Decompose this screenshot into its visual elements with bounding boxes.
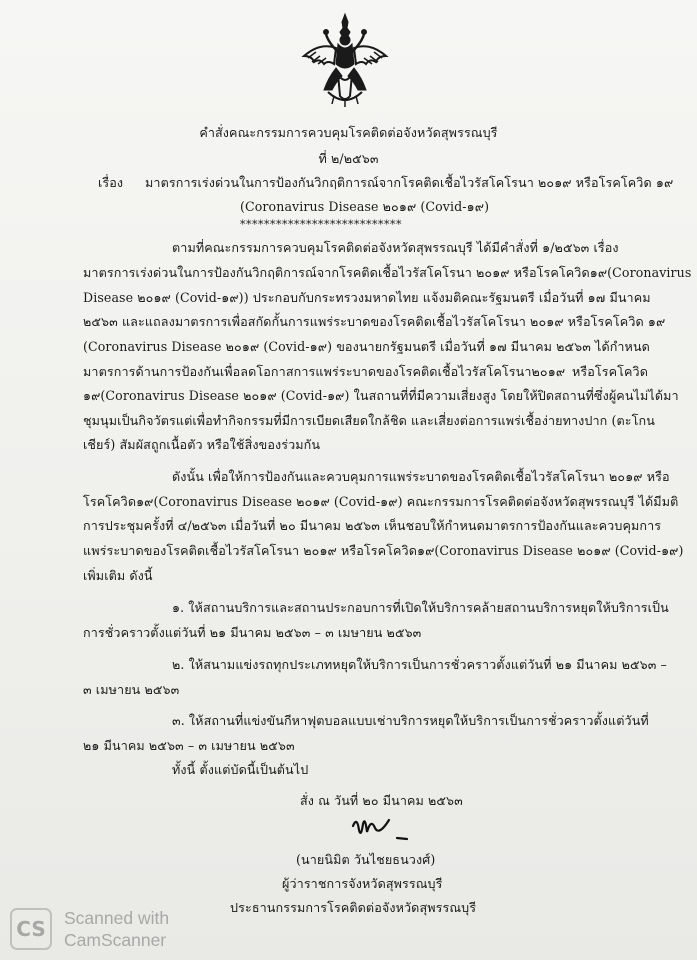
para1-line: (Coronavirus Disease ๒๐๑๙ (Covid-๑๙) ของนายกรัฐมนตรี เมื่อวันที่ ๑๗ มีนาคม ๒๕๖๓ ได้กำหนด xyxy=(83,339,650,354)
para2-line: โรคโควิด๑๙(Coronavirus Disease ๒๐๑๙ (Covid-๑๙) คณะกรรมการโรคติดต่อจังหวัดสุพรรณบุรี ได้มีมติ xyxy=(83,494,679,509)
order-title: คำสั่งคณะกรรมการควบคุมโรคติดต่อจังหวัดสุพรรณบุรี xyxy=(199,125,498,140)
item3-line: ๓. ให้สถานที่แข่งขันกีหาฟุตบอลแบบเช่าบริการหยุดให้บริการเป็นการชั่วคราวตั้งแต่วันที่ xyxy=(172,713,649,728)
order-date: สั่ง ณ วันที่ ๒๐ มีนาคม ๒๕๖๓ xyxy=(300,793,463,808)
item1-line: ๑. ให้สถานบริการและสถานประกอบการที่เปิดให้บริการคล้ายสถานบริการหยุดให้บริการเป็น xyxy=(172,600,669,615)
watermark-line-1: Scanned with xyxy=(64,908,170,928)
subject-label: เรื่อง xyxy=(98,175,124,190)
camscanner-watermark xyxy=(10,908,210,952)
para1-line: ชุมนุมเป็นกิจวัตรแต่เพื่อทำกิจกรรมที่มีการเบียดเสียดใกล้ชิด และเสี่ยงต่อการแพร่เชื้อง่ายทางปาก (ตะโกน xyxy=(83,413,655,428)
handwritten-signature xyxy=(345,808,425,848)
subject-line-2: (Coronavirus Disease ๒๐๑๙ (Covid-๑๙) xyxy=(240,199,490,214)
item2-line: ๓ เมษายน ๒๕๖๓ xyxy=(83,682,180,697)
para1-line: มาตรการด้านการป้องกันเพื่อลดโอกาสการแพร่ระบาดของโรคติดเชื้อไวรัสโคโรนา๒๐๑๙ หรือโรคโควิด xyxy=(83,364,648,379)
item3-line: ๒๑ มีนาคม ๒๕๖๓ – ๓ เมษายน ๒๕๖๓ xyxy=(83,738,295,753)
garuda-emblem-icon xyxy=(298,12,392,108)
signer-position-2: ประธานกรรมการโรคติดต่อจังหวัดสุพรรณบุรี xyxy=(230,900,477,915)
signer-name: (นายนิมิต วันไชยธนวงศ์) xyxy=(296,852,436,867)
para2-line: แพร่ระบาดของโรคติดเชื้อไวรัสโคโรนา ๒๐๑๙ หรือโรคโควิด๑๙(Coronavirus Disease ๒๐๑๙ (Covid-๑๙) xyxy=(83,543,684,558)
para2-line: ดังนั้น เพื่อให้การป้องกันและควบคุมการแพร่ระบาดของโรคติดเชื้อไวรัสโคโรนา ๒๐๑๙ หรือ xyxy=(172,469,670,484)
para1-line: ๑๙(Coronavirus Disease ๒๐๑๙ (Covid-๑๙) ในสถานที่ที่มีความเสี่ยงสูง โดยให้ปิดสถานที่ซึ่งผู้คนไม่ได้มา xyxy=(83,388,679,403)
camscanner-logo-icon: CS xyxy=(10,908,52,950)
para1-line: ๒๕๖๓ และแถลงมาตรการเพื่อสกัดกั้นการแพร่ระบาดของโรคติดเชื้อไวรัสโคโรนา ๒๐๑๙ หรือโรคโควิด ๑๙ xyxy=(83,314,666,329)
separator: *************************** xyxy=(240,218,402,231)
para1-line: ตามที่คณะกรรมการควบคุมโรคติดต่อจังหวัดสุพรรณบุรี ได้มีคำสั่งที่ ๑/๒๕๖๓ เรื่อง xyxy=(172,240,619,255)
item1-line: การชั่วคราวตั้งแต่วันที่ ๒๑ มีนาคม ๒๕๖๓ – ๓ เมษายน ๒๕๖๓ xyxy=(83,625,422,640)
signer-position-1: ผู้ว่าราชการจังหวัดสุพรรณบุรี xyxy=(282,876,443,891)
para1-line: มาตรการเร่งด่วนในการป้องกันวิกฤติการณ์จากโรคติดเชื้อไวรัสโคโรนา ๒๐๑๙ หรือโรคโควิด๑๙(Coronavirus xyxy=(83,265,692,280)
para2-line: เพิ่มเติม ดังนี้ xyxy=(83,568,153,583)
watermark-line-2: CamScanner xyxy=(64,930,167,950)
para1-line: เชียร์) สัมผัสถูกเนื้อตัว หรือใช้สิ่งของร่วมกัน xyxy=(83,437,321,452)
order-number: ที่ ๒/๒๕๖๓ xyxy=(318,151,379,166)
effective-statement: ทั้งนี้ ตั้งแต่บัดนี้เป็นต้นไป xyxy=(172,762,309,777)
item2-line: ๒. ให้สนามแข่งรถทุกประเภทหยุดให้บริการเป็นการชั่วคราวตั้งแต่วันที่ ๒๑ มีนาคม ๒๕๖๓ – xyxy=(172,657,667,672)
para1-line: Disease ๒๐๑๙ (Covid-๑๙)) ประกอบกับกระทรวงมหาดไทย แจ้งมติคณะรัฐมนตรี เมื่อวันที่ ๑๗ มีนาคม xyxy=(83,290,651,305)
subject-line-1: มาตรการเร่งด่วนในการป้องกันวิกฤติการณ์จากโรคติดเชื้อไวรัสโคโรนา ๒๐๑๙ หรือโรคโควิด ๑๙ xyxy=(145,175,674,190)
para2-line: การประชุมครั้งที่ ๔/๒๕๖๓ เมื่อวันที่ ๒๐ มีนาคม ๒๕๖๓ เห็นชอบให้กำหนดมาตรการป้องกันและควบคุมการ xyxy=(83,518,662,533)
